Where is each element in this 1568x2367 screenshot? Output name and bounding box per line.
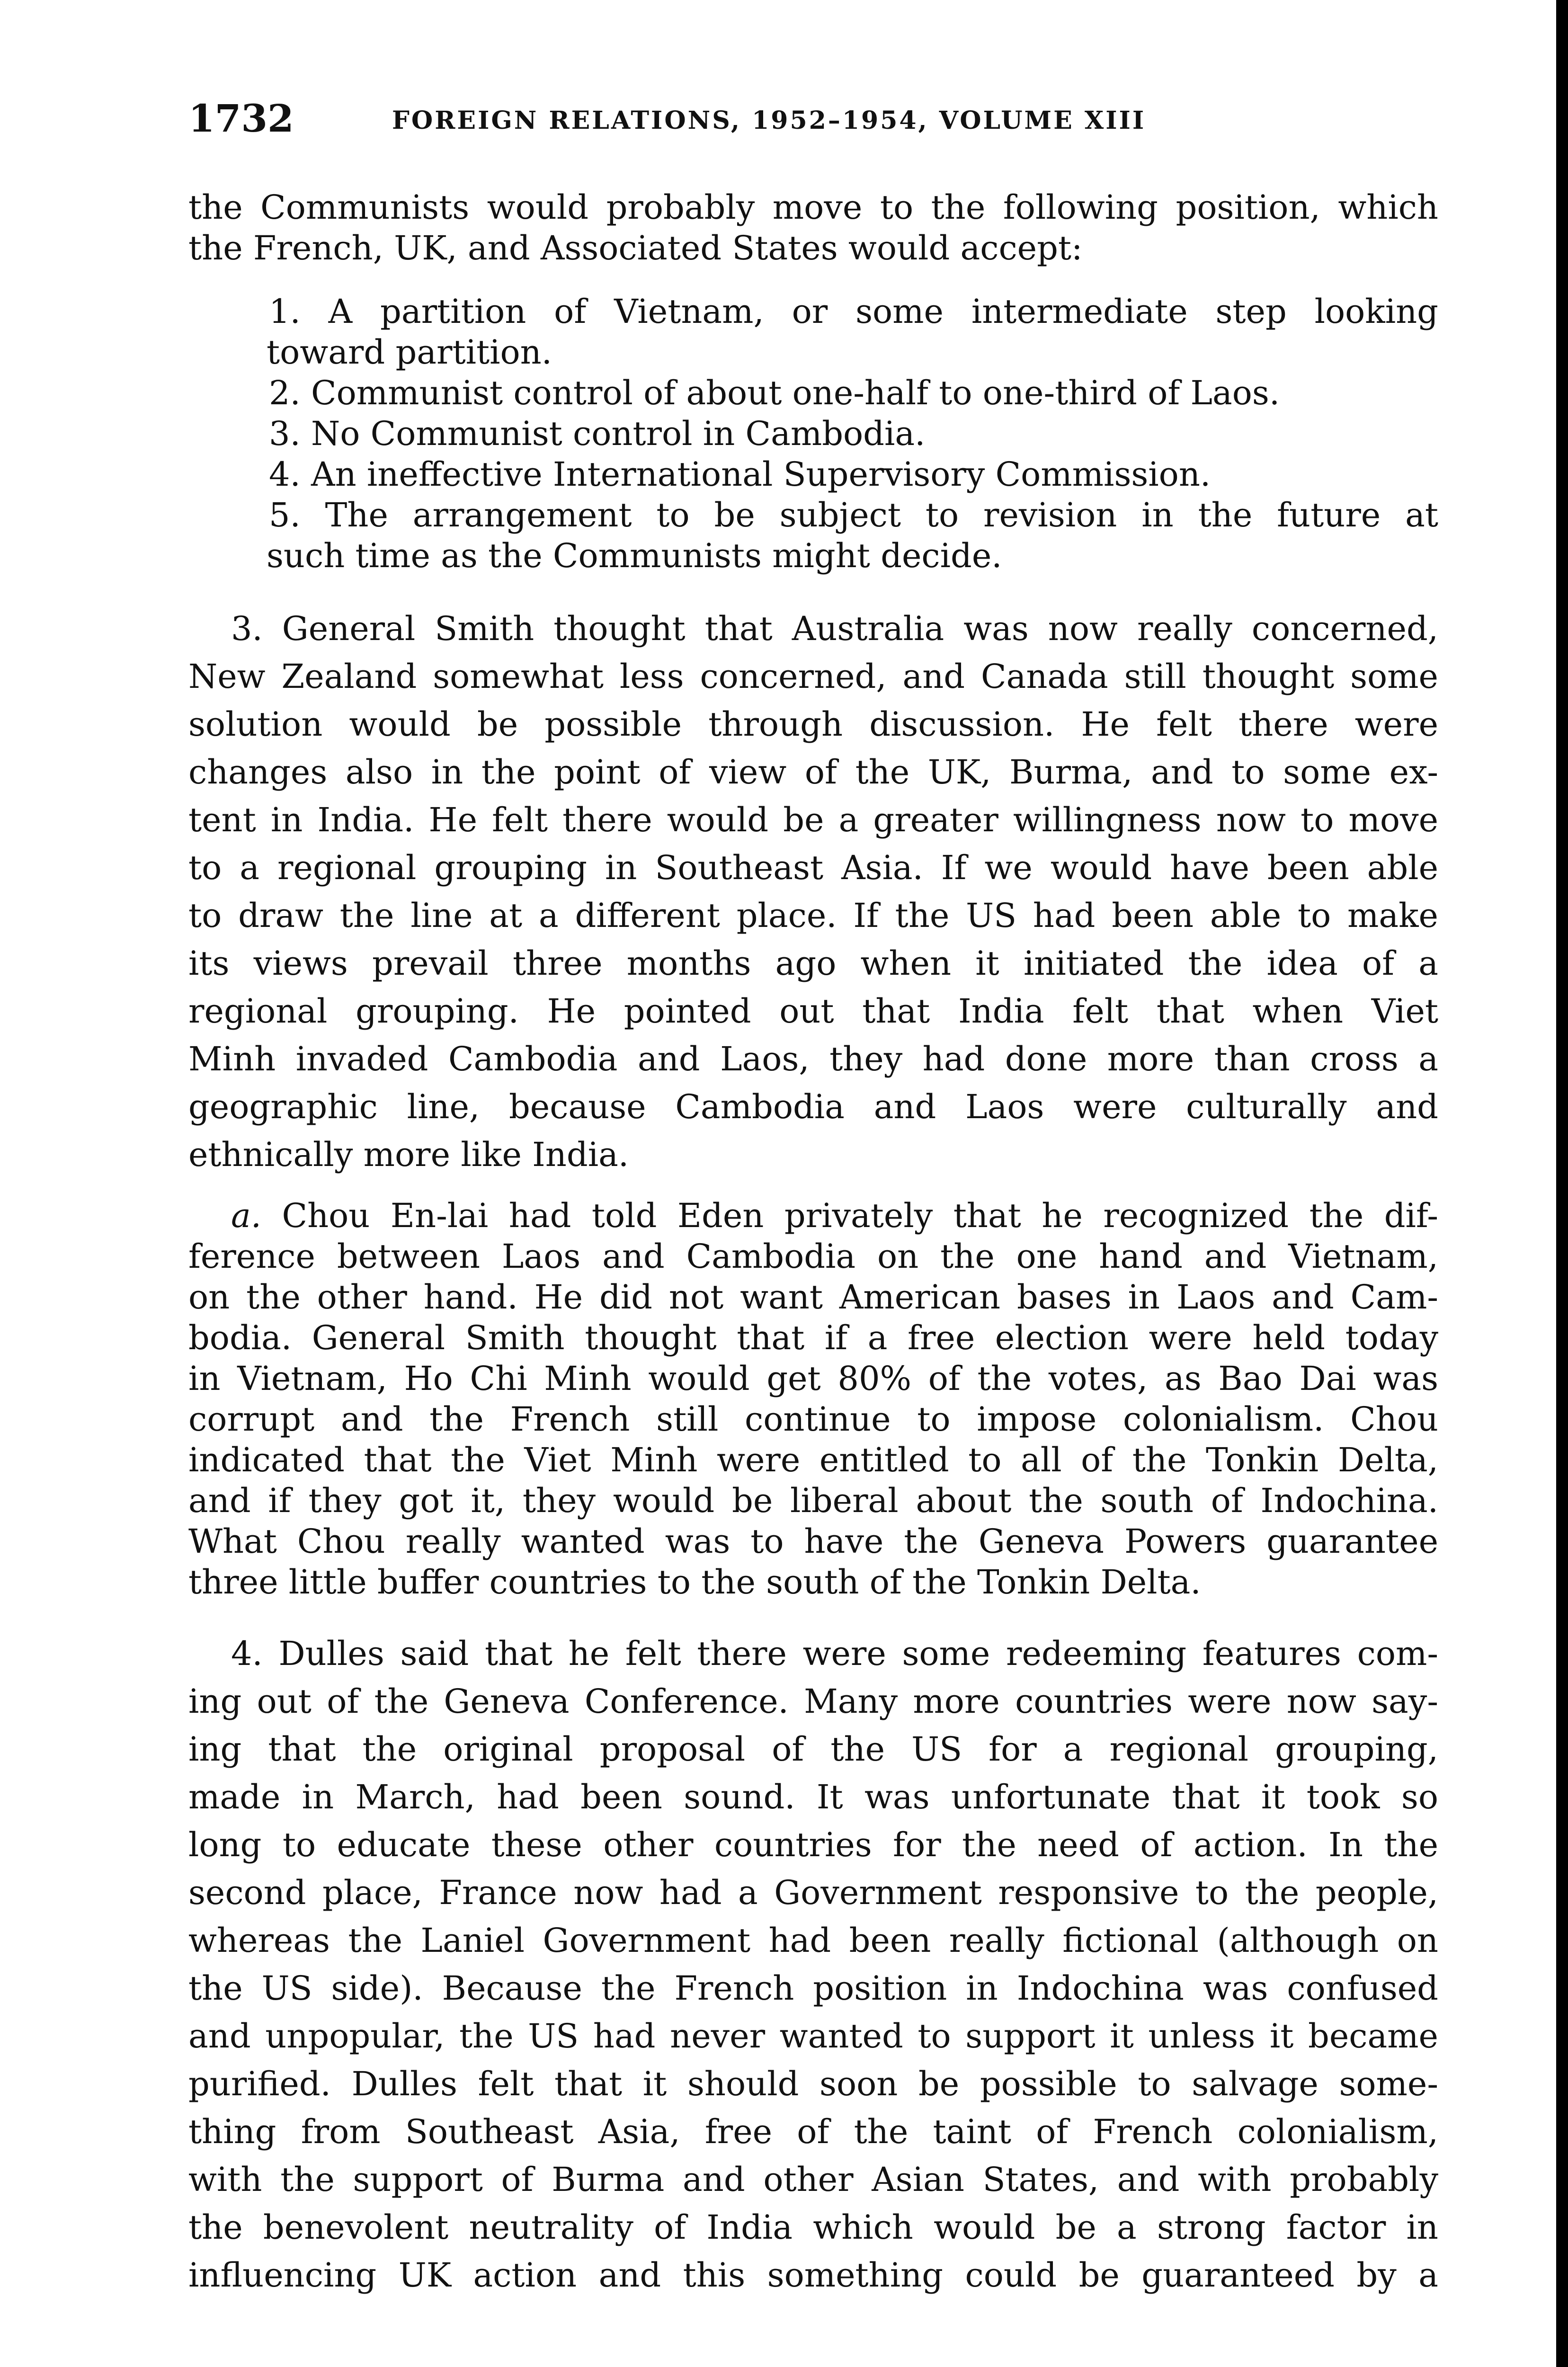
text-line: corrupt and the French still continue to impose colonialism. Chou (188, 1400, 1438, 1439)
text-line: in Vietnam, Ho Chi Minh would get 80% of the votes, as Bao Dai was (188, 1359, 1438, 1398)
text-line: purified. Dulles felt that it should soon be possible to salvage some- (188, 2064, 1438, 2103)
text-line: and unpopular, the US had never wanted to support it unless it became (188, 2017, 1438, 2056)
list-item: toward partition. (267, 333, 552, 372)
subparagraph-marker: a. (231, 1196, 261, 1235)
text-line: the French, UK, and Associated States would accept: (188, 229, 1083, 267)
text-line-content: Chou En-lai had told Eden privately that he recognized the dif- (261, 1196, 1438, 1235)
running-head: FOREIGN RELATIONS, 1952–1954, VOLUME XIII (392, 106, 1146, 135)
text-line: ing that the original proposal of the US for a regional grouping, (188, 1730, 1438, 1769)
list-item: 4. An ineffective International Supervisory Commission. (269, 455, 1211, 494)
text-line: geographic line, because Cambodia and Laos were culturally and (188, 1087, 1438, 1126)
text-line: What Chou really wanted was to have the Geneva Powers guarantee (188, 1522, 1438, 1561)
text-line: three little buffer countries to the south of the Tonkin Delta. (188, 1563, 1201, 1602)
list-item: 5. The arrangement to be subject to revision in the future at (269, 496, 1438, 534)
text-line: indicated that the Viet Minh were entitled to all of the Tonkin Delta, (188, 1441, 1438, 1479)
text-line: second place, France now had a Government responsive to the people, (188, 1873, 1438, 1912)
text-line: the US side). Because the French position in Indochina was confused (188, 1969, 1438, 2008)
text-line: with the support of Burma and other Asian States, and with probably (188, 2160, 1438, 2199)
text-line: to draw the line at a different place. If the US had been able to make (188, 896, 1438, 935)
intro-paragraph (188, 187, 1438, 268)
paragraph-3 (188, 605, 1438, 1179)
text-line: made in March, had been sound. It was unfortunate that it took so (188, 1778, 1438, 1816)
text-line: changes also in the point of view of the UK, Burma, and to some ex- (188, 753, 1438, 792)
page-number: 1732 (188, 96, 294, 141)
text-line: 3. General Smith thought that Australia was now really concerned, (231, 609, 1438, 648)
text-line (188, 1195, 1438, 1236)
text-line: to a regional grouping in Southeast Asia. If we would have been able (188, 848, 1438, 887)
text-line: New Zealand somewhat less concerned, and Canada still thought some (188, 657, 1438, 696)
text-line: regional grouping. He pointed out that India felt that when Viet (188, 992, 1438, 1031)
list-item: 3. No Communist control in Cambodia. (269, 414, 926, 453)
list-item: 1. A partition of Vietnam, or some intermediate step looking (269, 292, 1438, 331)
text-line: and if they got it, they would be liberal about the south of Indochina. (188, 1481, 1438, 1520)
text-line: ference between Laos and Cambodia on the one hand and Vietnam, (188, 1237, 1438, 1276)
page-header (188, 97, 1438, 140)
text-line: ethnically more like India. (188, 1135, 629, 1174)
text-line: tent in India. He felt there would be a greater willingness now to move (188, 801, 1438, 839)
text-line: whereas the Laniel Government had been really fictional (although on (188, 1921, 1438, 1960)
text-line: on the other hand. He did not want American bases in Laos and Cam- (188, 1278, 1438, 1317)
text-line: the benevolent neutrality of India which would be a strong factor in (188, 2208, 1438, 2247)
text-line: Minh invaded Cambodia and Laos, they had done more than cross a (188, 1040, 1438, 1078)
numbered-list (188, 291, 1438, 576)
text-line: influencing UK action and this something could be guaranteed by a (188, 2256, 1438, 2295)
text-line: long to educate these other countries for the need of action. In the (188, 1825, 1438, 1864)
text-line: bodia. General Smith thought that if a free election were held today (188, 1318, 1438, 1357)
paragraph-3a (188, 1195, 1438, 1602)
text-line: 4. Dulles said that he felt there were some redeeming features com- (231, 1634, 1438, 1673)
text-line: thing from Southeast Asia, free of the taint of French colonialism, (188, 2112, 1438, 2151)
list-item: 2. Communist control of about one-half to one-third of Laos. (269, 374, 1280, 412)
text-line: its views prevail three months ago when it initiated the idea of a (188, 944, 1438, 983)
page-edge-rule (1556, 0, 1568, 2367)
paragraph-4 (188, 1630, 1438, 2299)
text-line: the Communists would probably move to the following position, which (188, 188, 1438, 227)
list-item: such time as the Communists might decide. (267, 536, 1002, 575)
text-line: ing out of the Geneva Conference. Many more countries were now say- (188, 1682, 1438, 1721)
text-line: solution would be possible through discussion. He felt there were (188, 705, 1438, 744)
